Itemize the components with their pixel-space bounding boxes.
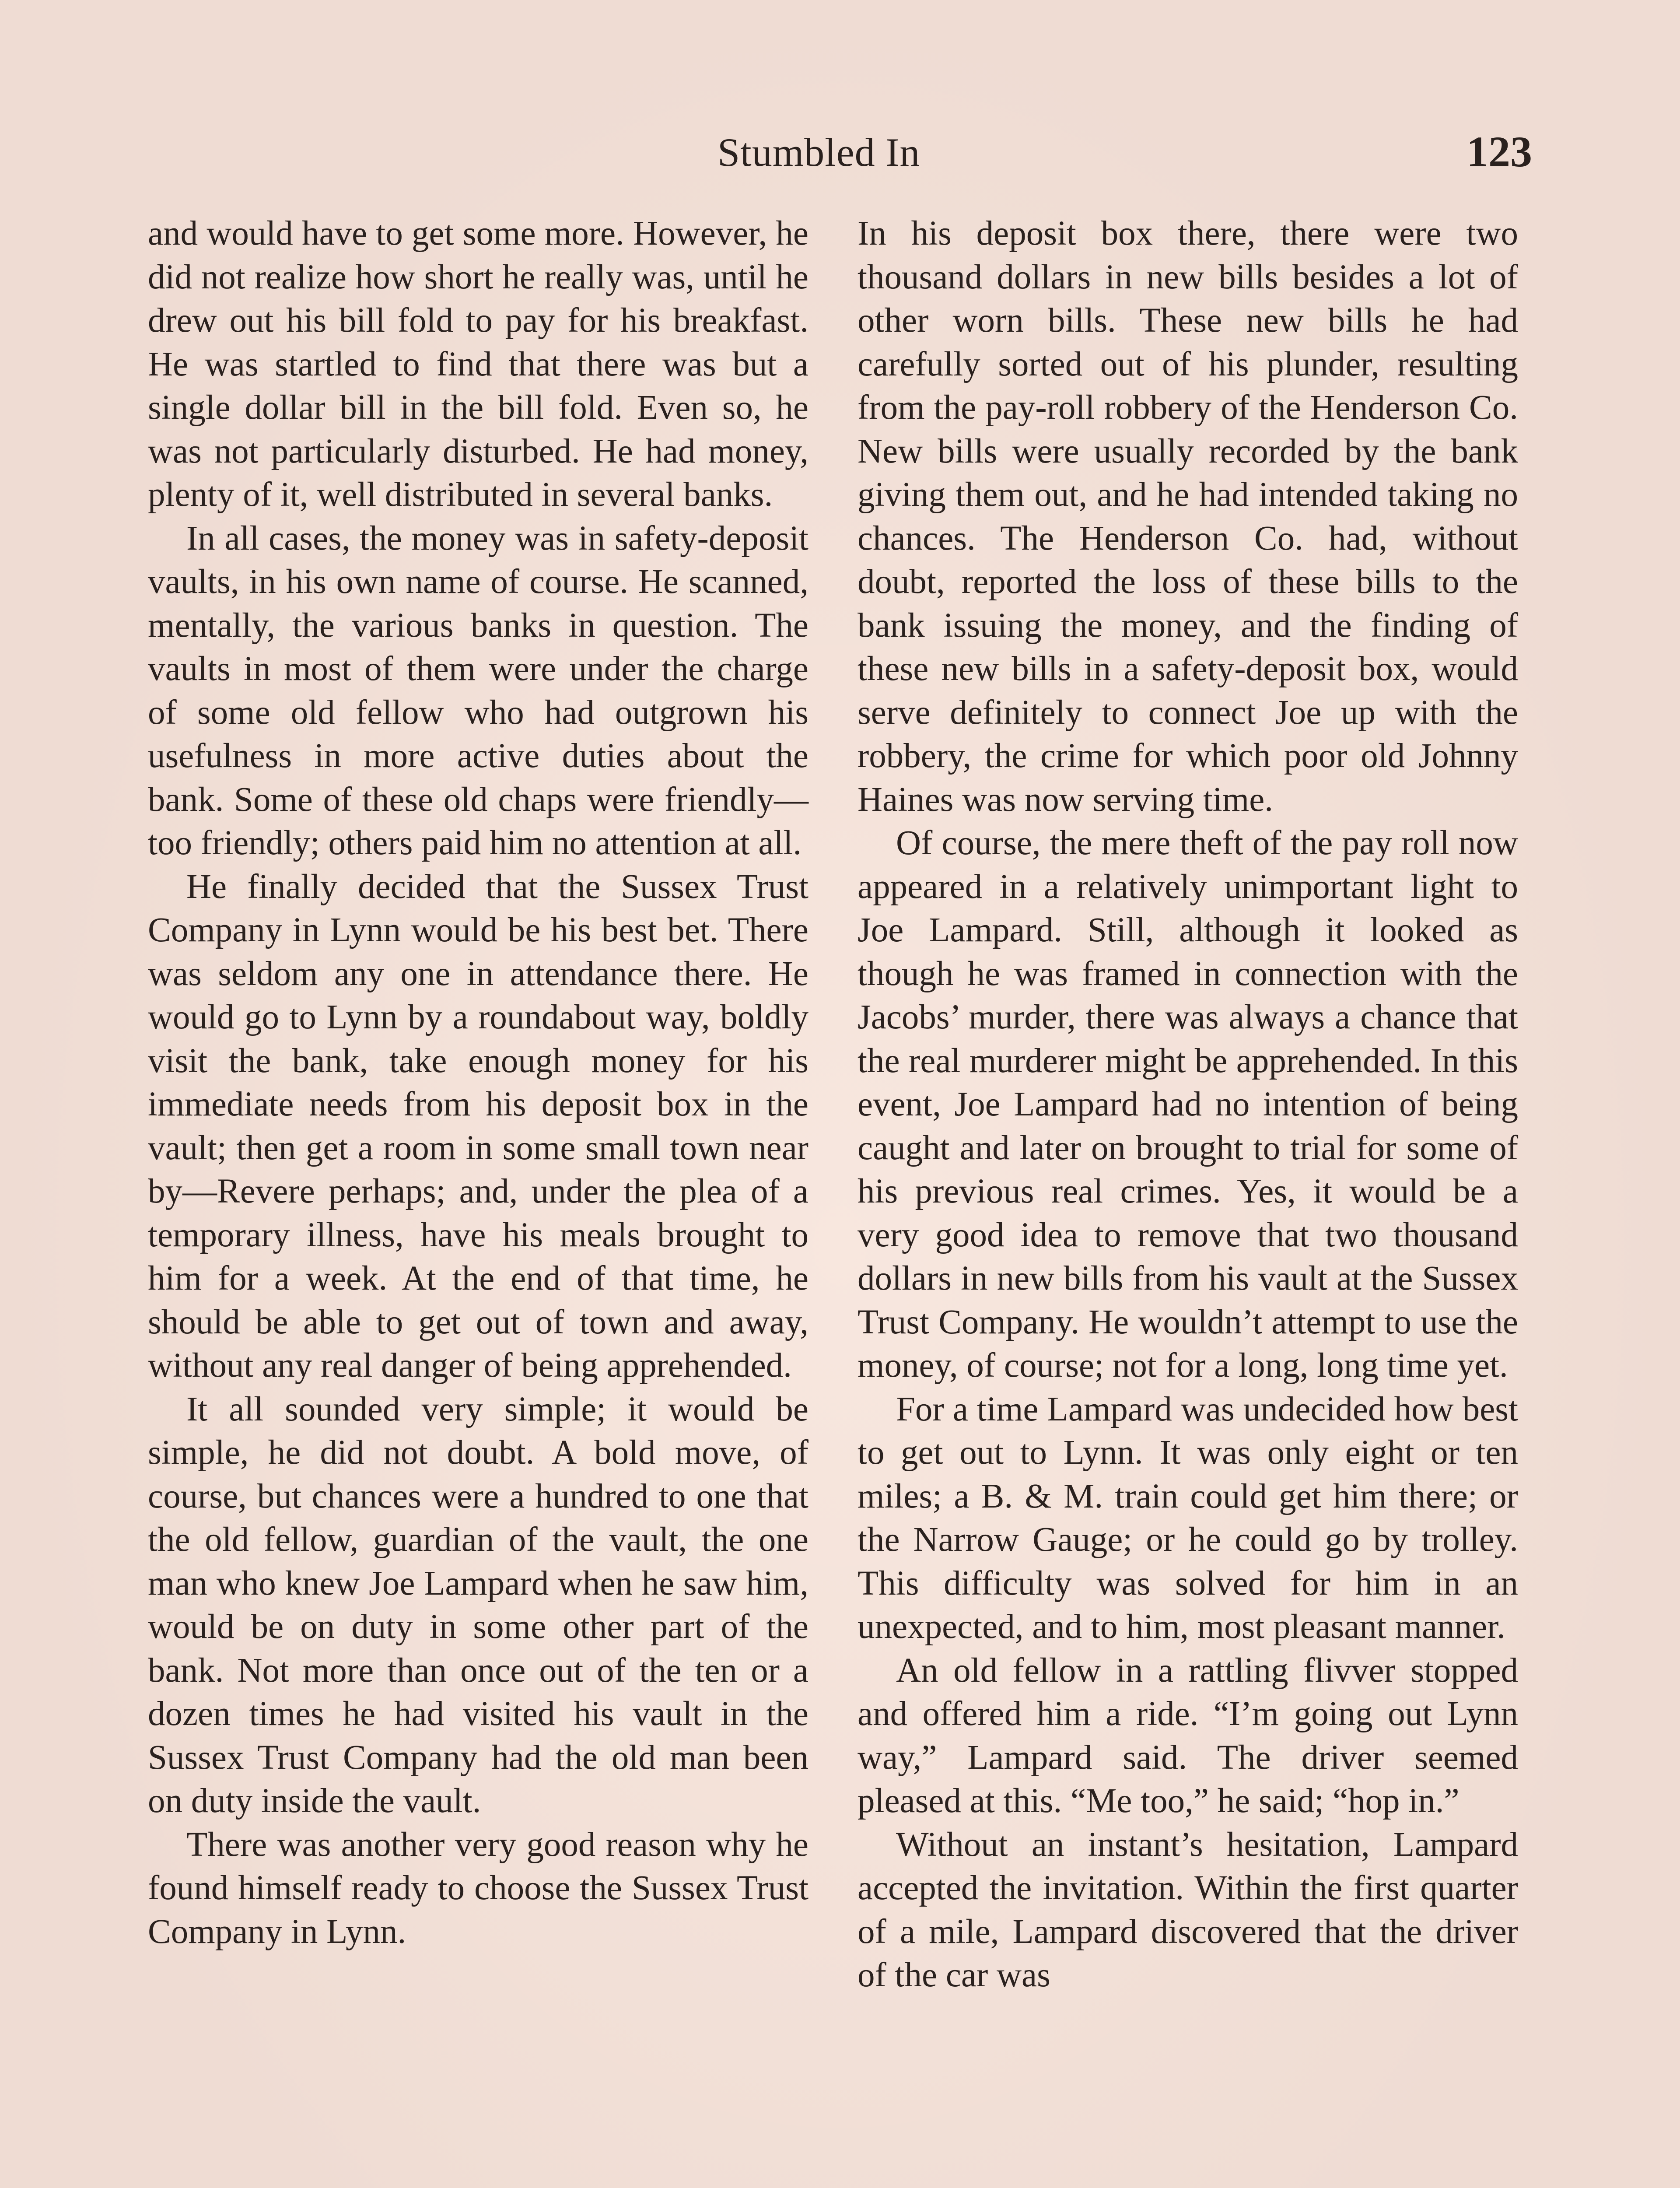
right-column bbox=[858, 212, 1518, 1997]
paragraph: For a time Lampard was undecided how best to get out to Lynn. It was only eight or ten miles; a B. & M. train could get him there; or the Narrow Gauge; or he could go by trolley. This difficulty was solved for him in an unexpected, and to him, most pleasant manner. bbox=[858, 1390, 1518, 1646]
paragraph: Of course, the mere theft of the pay roll now appeared in a relatively unimportant light to Joe Lampard. Still, although it looked as though he was framed in connection with the Jacobs’ murder, there was always a chance that the real murderer might be apprehended. In this event, Joe Lampard had no intention of being caught and later on brought to trial for some of his previous real crimes. Yes, it would be a very good idea to remove that two thousand dollars in new bills from his vault at the Sussex Trust Company. He wouldn’t attempt to use the money, of course; not for a long, long time yet. bbox=[858, 824, 1518, 1385]
paragraph: Without an instant’s hesitation, Lampard accepted the invitation. Within the first quarter of a mile, Lampard discovered that the driver of the car was bbox=[858, 1825, 1518, 1994]
paragraph: An old fellow in a rattling flivver stopped and offered him a ride. “I’m going out Lynn way,” Lampard said. The driver seemed pleased at this. “Me too,” he said; “hop in.” bbox=[858, 1651, 1518, 1820]
paragraph: In his deposit box there, there were two thousand dollars in new bills besides a lot of other worn bills. These new bills he had carefully sorted out of his plunder, resulting from the pay-roll robbery of the Henderson Co. New bills were usually recorded by the bank giving them out, and he had intended taking no chances. The Henderson Co. had, without doubt, reported the loss of these bills to the bank issuing the money, and the finding of these new bills in a safety-deposit box, would serve definitely to connect Joe up with the robbery, the crime for which poor old Johnny Haines was now serving time. bbox=[858, 214, 1518, 819]
running-header bbox=[0, 129, 1680, 186]
paragraph: In all cases, the money was in safety-deposit vaults, in his own name of course. He scanned, mentally, the various banks in question. The vaults in most of them were under the charge of some old fellow who had outgrown his usefulness in more active duties about the bank. Some of these old chaps were friendly—too friendly; others paid him no attention at all. bbox=[148, 519, 808, 862]
left-column bbox=[148, 212, 808, 1953]
paragraph: There was another very good reason why he found himself ready to choose the Sussex Trust Company in Lynn. bbox=[148, 1825, 808, 1951]
paragraph: and would have to get some more. However, he did not realize how short he really was, until he drew out his bill fold to pay for his breakfast. He was startled to find that there was but a single dollar bill in the bill fold. Even so, he was not particularly disturbed. He had money, plenty of it, well distributed in several banks. bbox=[148, 214, 808, 514]
paragraph: It all sounded very simple; it would be simple, he did not doubt. A bold move, of course, but chances were a hundred to one that the old fellow, guardian of the vault, the one man who knew Joe Lampard when he saw him, would be on duty in some other part of the bank. Not more than once out of the ten or a dozen times he had visited his vault in the Sussex Trust Company had the old man been on duty inside the vault. bbox=[148, 1390, 808, 1820]
page-number: 123 bbox=[1466, 127, 1532, 176]
running-title: Stumbled In bbox=[718, 130, 920, 175]
paragraph: He finally decided that the Sussex Trust Company in Lynn would be his best bet. There was seldom any one in attendance there. He would go to Lynn by a roundabout way, boldly visit the bank, take enough money for his immediate needs from his deposit box in the vault; then get a room in some small town near by—Revere perhaps; and, under the plea of a temporary illness, have his meals brought to him for a week. At the end of that time, he should be able to get out of town and away, without any real danger of being apprehended. bbox=[148, 867, 808, 1385]
